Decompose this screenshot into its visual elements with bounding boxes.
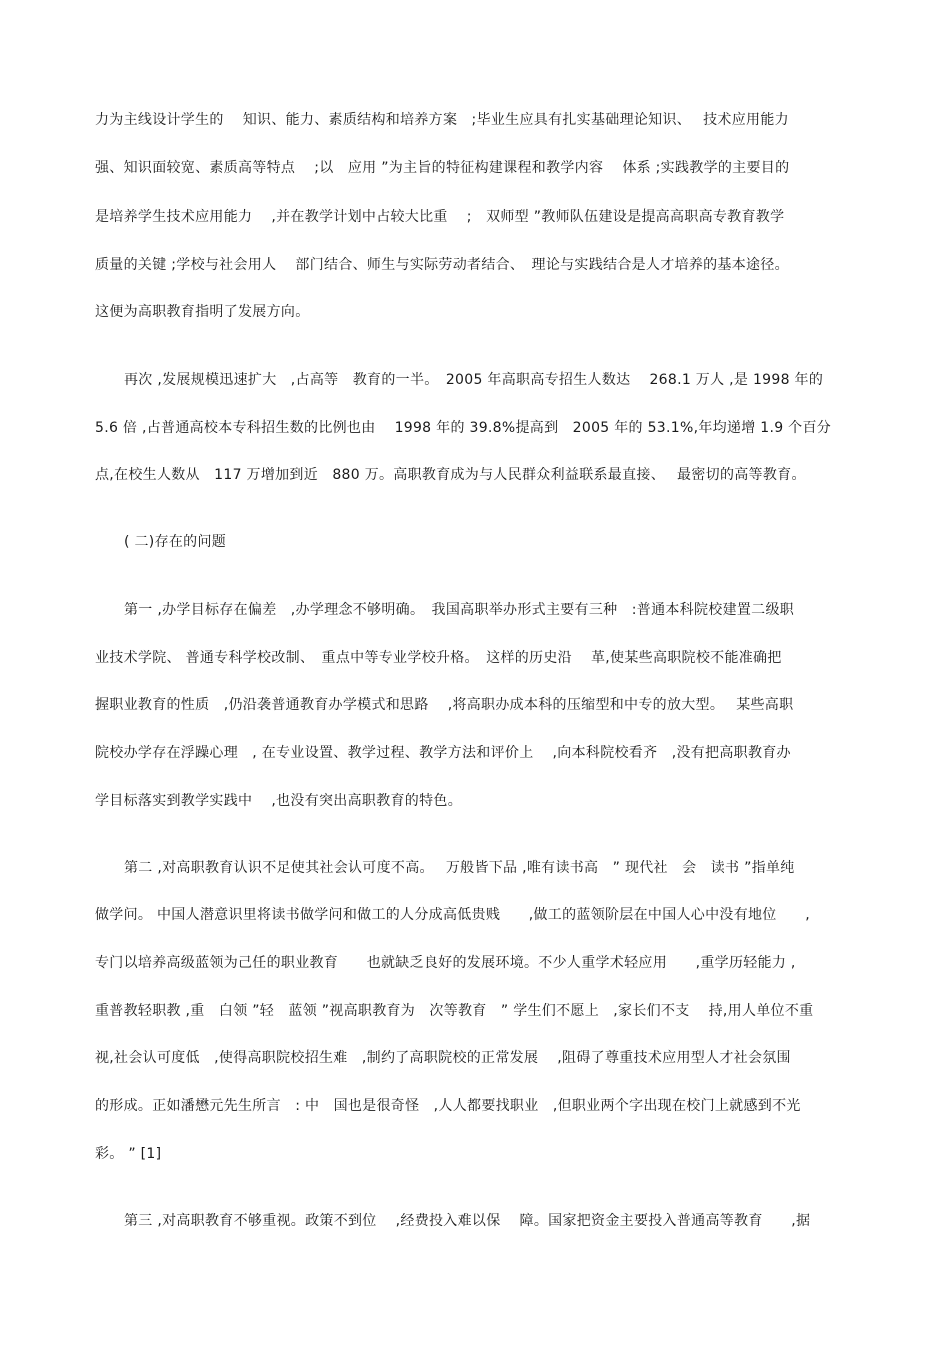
- text-line: 做学问。 中国人潜意识里将读书做学问和做工的人分成高低贵贱 ,做工的蓝领阶层在中国人心中没有地位 ,: [95, 907, 810, 923]
- text-line: 第二 ,对高职教育认识不足使其社会认可度不高。 万般皆下品 ,唯有读书高 ” 现代社 会 读书 ”指单纯: [124, 860, 795, 876]
- section-heading: ( 二)存在的问题: [124, 534, 227, 550]
- text-line: 5.6 倍 ,占普通高校本专科招生数的比例也由 1998 年的 39.8%提高到 2005 年的 53.1%,年均递增 1.9 个百分: [95, 420, 832, 436]
- text-line: 重普教轻职教 ,重 白领 ”轻 蓝领 ”视高职教育为 次等教育 ” 学生们不愿上 ,家长们不支 持,用人单位不重: [95, 1003, 814, 1019]
- text-line: 学目标落实到教学实践中 ,也没有突出高职教育的特色。: [95, 793, 462, 809]
- text-line: 彩。 ” [1]: [95, 1146, 162, 1162]
- text-line: 第一 ,办学目标存在偏差 ,办学理念不够明确。 我国高职举办形式主要有三种 :普通本科院校建置二级职: [124, 602, 795, 618]
- text-line: 强、知识面较宽、素质高等特点 ;以 应用 ”为主旨的特征构建课程和教学内容 体系 ;实践教学的主要目的: [95, 160, 790, 176]
- text-line: 握职业教育的性质 ,仍沿袭普通教育办学模式和思路 ,将高职办成本科的压缩型和中专的放大型。 某些高职: [95, 697, 794, 713]
- text-line: 质量的关键 ;学校与社会用人 部门结合、师生与实际劳动者结合、 理论与实践结合是人才培养的基本途径。: [95, 257, 789, 273]
- text-line: 这便为高职教育指明了发展方向。: [95, 304, 310, 320]
- text-line: 是培养学生技术应用能力 ,并在教学计划中占较大比重 ; 双师型 ”教师队伍建设是提高高职高专教育教学: [95, 209, 785, 225]
- text-line: 再次 ,发展规模迅速扩大 ,占高等 教育的一半。 2005 年高职高专招生人数达 268.1 万人 ,是 1998 年的: [124, 372, 824, 388]
- text-line: 院校办学存在浮躁心理 , 在专业设置、教学过程、教学方法和评价上 ,向本科院校看齐 ,没有把高职教育办: [95, 745, 791, 761]
- text-line: 力为主线设计学生的 知识、能力、素质结构和培养方案 ;毕业生应具有扎实基础理论知识、 技术应用能力: [95, 112, 789, 128]
- text-line: 点,在校生人数从 117 万增加到近 880 万。高职教育成为与人民群众利益联系最直接、 最密切的高等教育。: [95, 467, 806, 483]
- text-line: 业技术学院、 普通专科学校改制、 重点中等专业学校升格。 这样的历史沿 革,使某些高职院校不能准确把: [95, 650, 782, 666]
- text-line: 第三 ,对高职教育不够重视。政策不到位 ,经费投入难以保 障。国家把资金主要投入普通高等教育 ,据: [124, 1213, 811, 1229]
- text-line: 视,社会认可度低 ,使得高职院校招生难 ,制约了高职院校的正常发展 ,阻碍了尊重技术应用型人才社会氛围: [95, 1050, 791, 1066]
- text-line: 的形成。正如潘懋元先生所言 : 中 国也是很奇怪 ,人人都要找职业 ,但职业两个字出现在校门上就感到不光: [95, 1098, 801, 1114]
- text-line: 专门以培养高级蓝领为己任的职业教育 也就缺乏良好的发展环境。不少人重学术轻应用 ,重学历轻能力 ,: [95, 955, 796, 971]
